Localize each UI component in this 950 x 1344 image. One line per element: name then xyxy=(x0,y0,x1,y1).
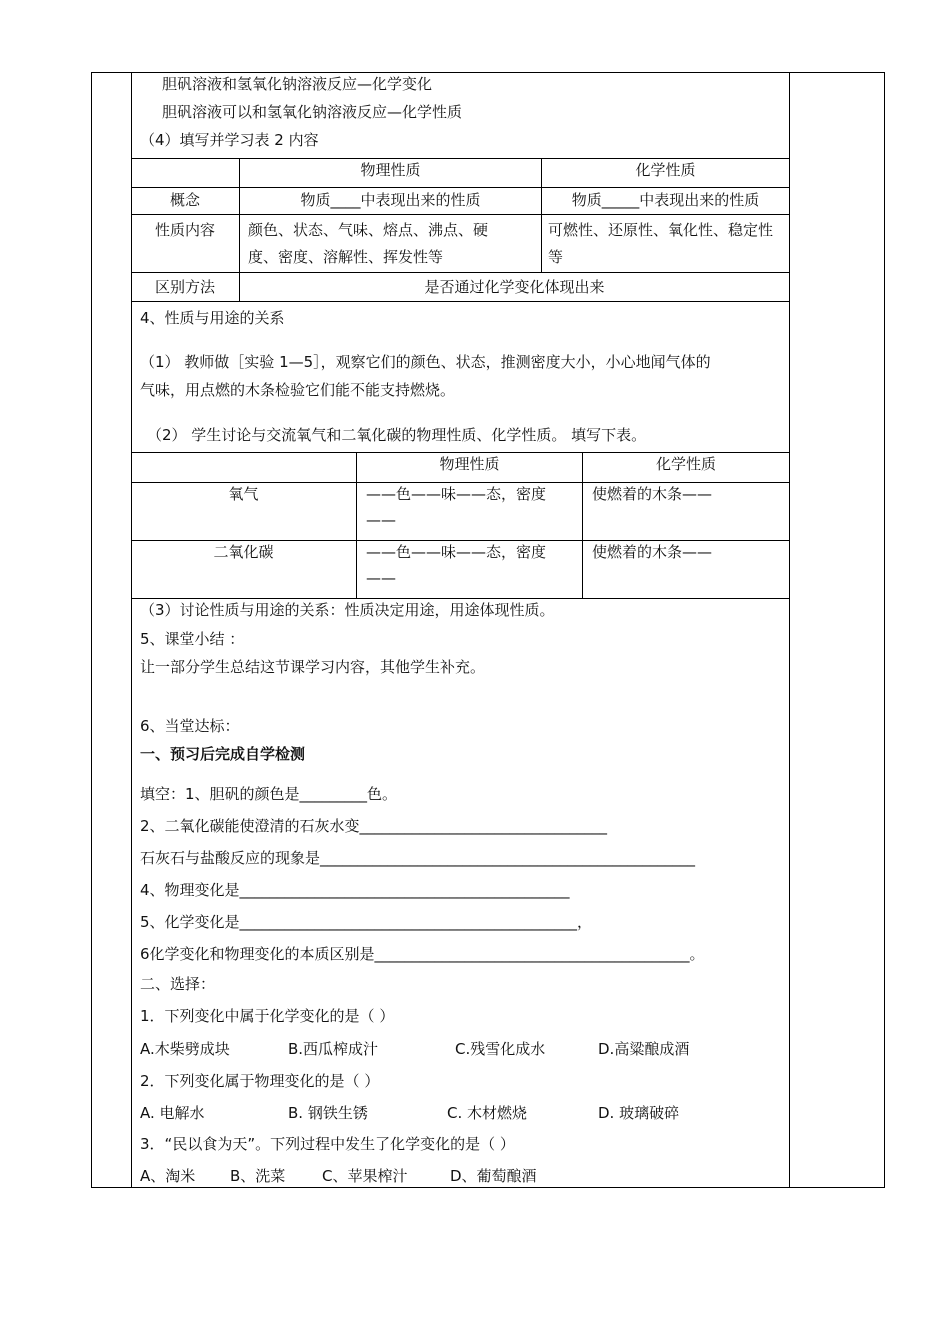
table2-row3-value: 是否通过化学变化体现出来 xyxy=(424,278,605,296)
section4-title: 4、性质与用途的关系 xyxy=(140,309,285,327)
frame-right-inner xyxy=(789,72,790,1188)
frame-bottom-border xyxy=(91,1187,885,1188)
fill-question-1: 填空：1、胆矾的颜色是_________色。 xyxy=(140,785,398,803)
fill-question-4: 4、物理变化是____________________________________________ xyxy=(140,881,570,899)
text-line-3: （4）填写并学习表 2 内容 xyxy=(140,131,319,149)
q1-option-b: B.西瓜榨成汁 xyxy=(288,1040,379,1058)
section4-p2: （2） 学生讨论与交流氧气和二氧化碳的物理性质、化学性质。 填写下表。 xyxy=(147,426,647,444)
choice-question-1: 1．下列变化中属于化学变化的是（ ） xyxy=(140,1007,395,1025)
table2-row2-physical-line2: 度、密度、溶解性、挥发性等 xyxy=(248,248,444,266)
fill-question-6: 6化学变化和物理变化的本质区别是__________________________________________。 xyxy=(140,945,705,963)
section4-p1-line2: 气味，用点燃的木条检验它们能不能支持燃烧。 xyxy=(140,381,456,399)
q3-option-c: C、苹果榨汁 xyxy=(322,1167,408,1185)
table2-header-physical: 物理性质 xyxy=(360,161,421,179)
table2-row1-chemical: 物质_____中表现出来的性质 xyxy=(571,191,760,209)
table2-row2-chemical-line2: 等 xyxy=(548,248,564,266)
table3-header-chemical: 化学性质 xyxy=(655,455,716,473)
frame-left-border xyxy=(91,72,92,1188)
fill-question-2: 2、二氧化碳能使澄清的石灰水变_________________________________ xyxy=(140,817,608,835)
table2-row3-label: 区别方法 xyxy=(154,278,215,296)
choice-question-2: 2．下列变化属于物理变化的是（ ） xyxy=(140,1072,380,1090)
table2-row1-label: 概念 xyxy=(169,191,200,209)
table2-row2-physical-line1: 颜色、状态、气味、熔点、沸点、硬 xyxy=(248,221,489,239)
frame-top-border xyxy=(91,72,885,73)
table3-row2-physical-line1: ——色——味——态，密度 xyxy=(366,543,547,561)
section5-text: 让一部分学生总结这节课学习内容，其他学生补充。 xyxy=(140,658,486,676)
q2-option-c: C. 木材燃烧 xyxy=(447,1104,528,1122)
table2-row2-chemical-line1: 可燃性、还原性、氧化性、稳定性 xyxy=(548,221,774,239)
table3-row2-label: 二氧化碳 xyxy=(213,543,274,561)
q1-option-a: A.木柴劈成块 xyxy=(140,1040,230,1058)
table3-row2-physical-line2: —— xyxy=(366,569,396,587)
table3-row1-physical-line2: —— xyxy=(366,511,396,529)
section4-p1-line1: （1） 教师做［实验 1—5］，观察它们的颜色、状态，推测密度大小，小心地闻气体的 xyxy=(140,353,711,371)
table2-header-chemical: 化学性质 xyxy=(635,161,696,179)
text-line-2: 胆矾溶液可以和氢氧化钠溶液反应—化学性质 xyxy=(162,103,463,121)
text-line-1: 胆矾溶液和氢氧化钠溶液反应—化学变化 xyxy=(162,75,433,93)
q2-option-b: B. 钢铁生锈 xyxy=(288,1104,368,1122)
table3-row1-physical-line1: ——色——味——态，密度 xyxy=(366,485,547,503)
section5-title: 5、课堂小结 ： xyxy=(140,630,245,648)
table3-row1-chemical: 使燃着的木条—— xyxy=(592,485,713,503)
table3-header-physical: 物理性质 xyxy=(439,455,500,473)
table2-row1-physical: 物质____中表现出来的性质 xyxy=(300,191,481,209)
q3-option-d: D、葡萄酿酒 xyxy=(450,1167,537,1185)
table2-row2-label: 性质内容 xyxy=(154,221,215,239)
table3-row2-chemical: 使燃着的木条—— xyxy=(592,543,713,561)
frame-right-border xyxy=(884,72,885,1188)
q2-option-a: A. 电解水 xyxy=(140,1104,205,1122)
table3-row1-label: 氧气 xyxy=(228,485,259,503)
q2-option-d: D. 玻璃破碎 xyxy=(598,1104,680,1122)
choice-question-3: 3．“民以食为天”。下列过程中发生了化学变化的是（ ） xyxy=(140,1135,515,1153)
q1-option-d: D.高粱酿成酒 xyxy=(598,1040,690,1058)
section6-part2-title: 二、选择： xyxy=(140,975,216,993)
section6-title: 6、当堂达标： xyxy=(140,717,240,735)
q3-option-a: A、淘米 xyxy=(140,1167,196,1185)
fill-question-5: 5、化学变化是_____________________________________________， xyxy=(140,913,593,931)
q1-option-c: C.残雪化成水 xyxy=(455,1040,546,1058)
discussion-text: （3）讨论性质与用途的关系：性质决定用途，用途体现性质。 xyxy=(140,601,555,619)
fill-question-3: 石灰石与盐酸反应的现象是__________________________________________________ xyxy=(140,849,696,867)
q3-option-b: B、洗菜 xyxy=(230,1167,286,1185)
section6-part1-title: 一、预习后完成自学检测 xyxy=(140,745,306,763)
